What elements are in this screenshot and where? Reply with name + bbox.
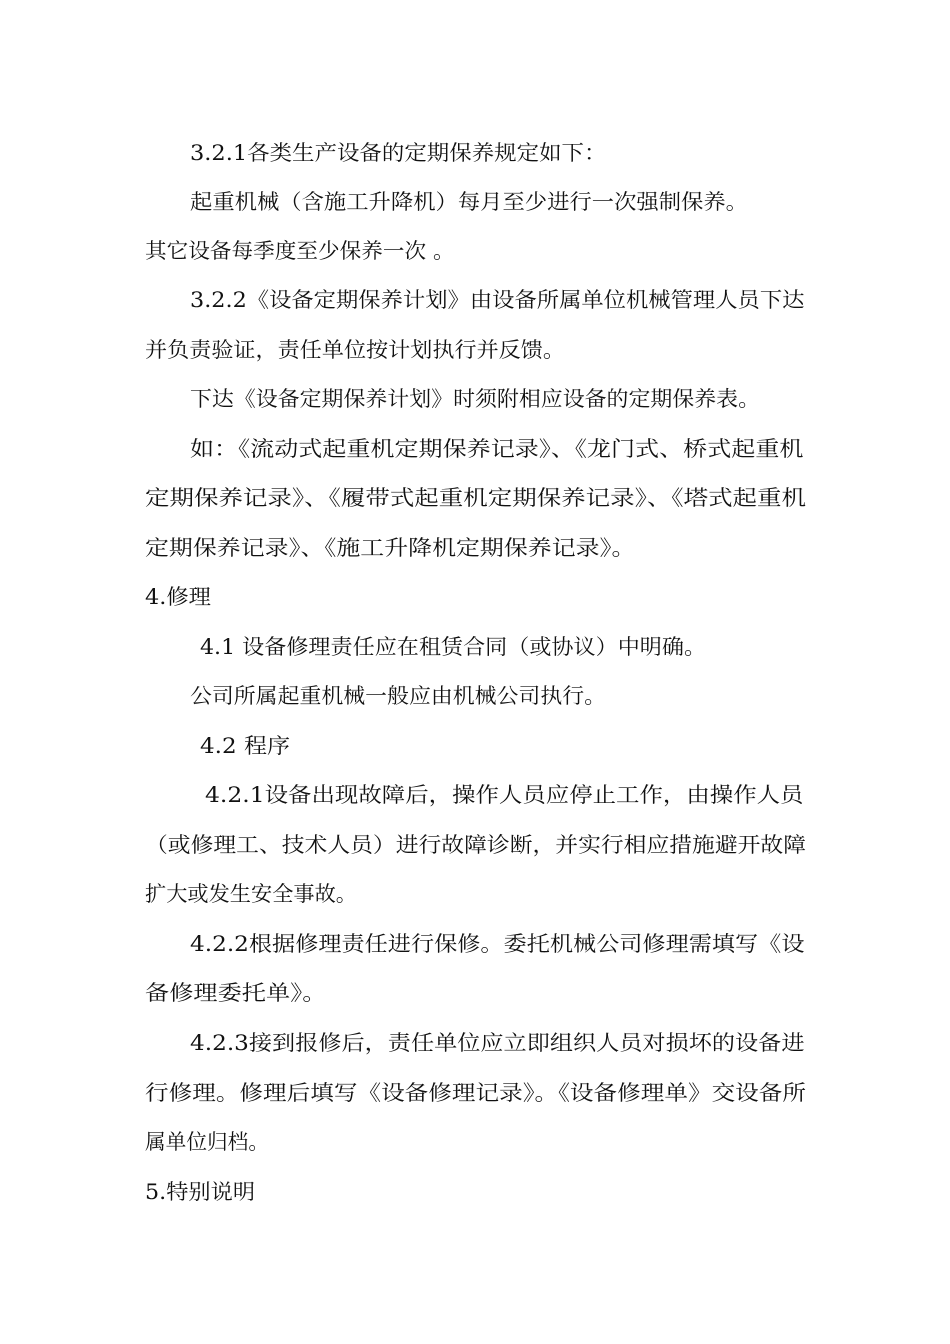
other-equipment-line: 其它设备每季度至少保养一次 。 (145, 239, 455, 263)
examples-line-3: 定期保养记录》、《施工升降机定期保养记录》。 (145, 536, 636, 560)
section-4-heading: 4.修理 (145, 585, 212, 609)
clause-4-2-heading: 4.2 程序 (200, 734, 291, 758)
clause-4-2-2-line-1: 4.2.2根据修理责任进行保修。委托机械公司修理需填写《设 (190, 932, 805, 956)
crane-maintenance-line: 起重机械（含施工升降机）每月至少进行一次强制保养。 (190, 190, 748, 214)
clause-4-2-2-line-2: 备修理委托单》。 (145, 981, 327, 1005)
company-cranes-line: 公司所属起重机械一般应由机械公司执行。 (190, 684, 606, 708)
clause-3-2-1-heading: 3.2.1各类生产设备的定期保养规定如下： (190, 141, 607, 165)
clause-4-2-3-line-3: 属单位归档。 (145, 1130, 269, 1154)
issue-plan-line: 下达《设备定期保养计划》时须附相应设备的定期保养表。 (190, 387, 760, 411)
clause-4-2-1-line-1: 4.2.1设备出现故障后，操作人员应停止工作，由操作人员 (205, 783, 804, 807)
section-5-heading: 5.特别说明 (145, 1180, 256, 1204)
clause-3-2-2-line-1: 3.2.2《设备定期保养计划》由设备所属单位机械管理人员下达 (190, 288, 805, 312)
clause-4-1-line: 4.1 设备修理责任应在租赁合同（或协议）中明确。 (200, 635, 707, 659)
clause-4-2-1-line-2: （或修理工、技术人员）进行故障诊断，并实行相应措施避开故障 (145, 833, 806, 857)
clause-4-2-3-line-1: 4.2.3接到报修后，责任单位应立即组织人员对损坏的设备进 (190, 1031, 805, 1055)
examples-line-1: 如：《流动式起重机定期保养记录》、《龙门式、桥式起重机 (190, 437, 804, 461)
examples-line-2: 定期保养记录》、《履带式起重机定期保养记录》、《塔式起重机 (145, 486, 806, 510)
clause-4-2-1-line-3: 扩大或发生安全事故。 (145, 882, 357, 906)
clause-4-2-3-line-2: 行修理。修理后填写《设备修理记录》。《设备修理单》交设备所 (145, 1081, 806, 1105)
clause-3-2-2-line-2: 并负责验证，责任单位按计划执行并反馈。 (145, 338, 565, 362)
